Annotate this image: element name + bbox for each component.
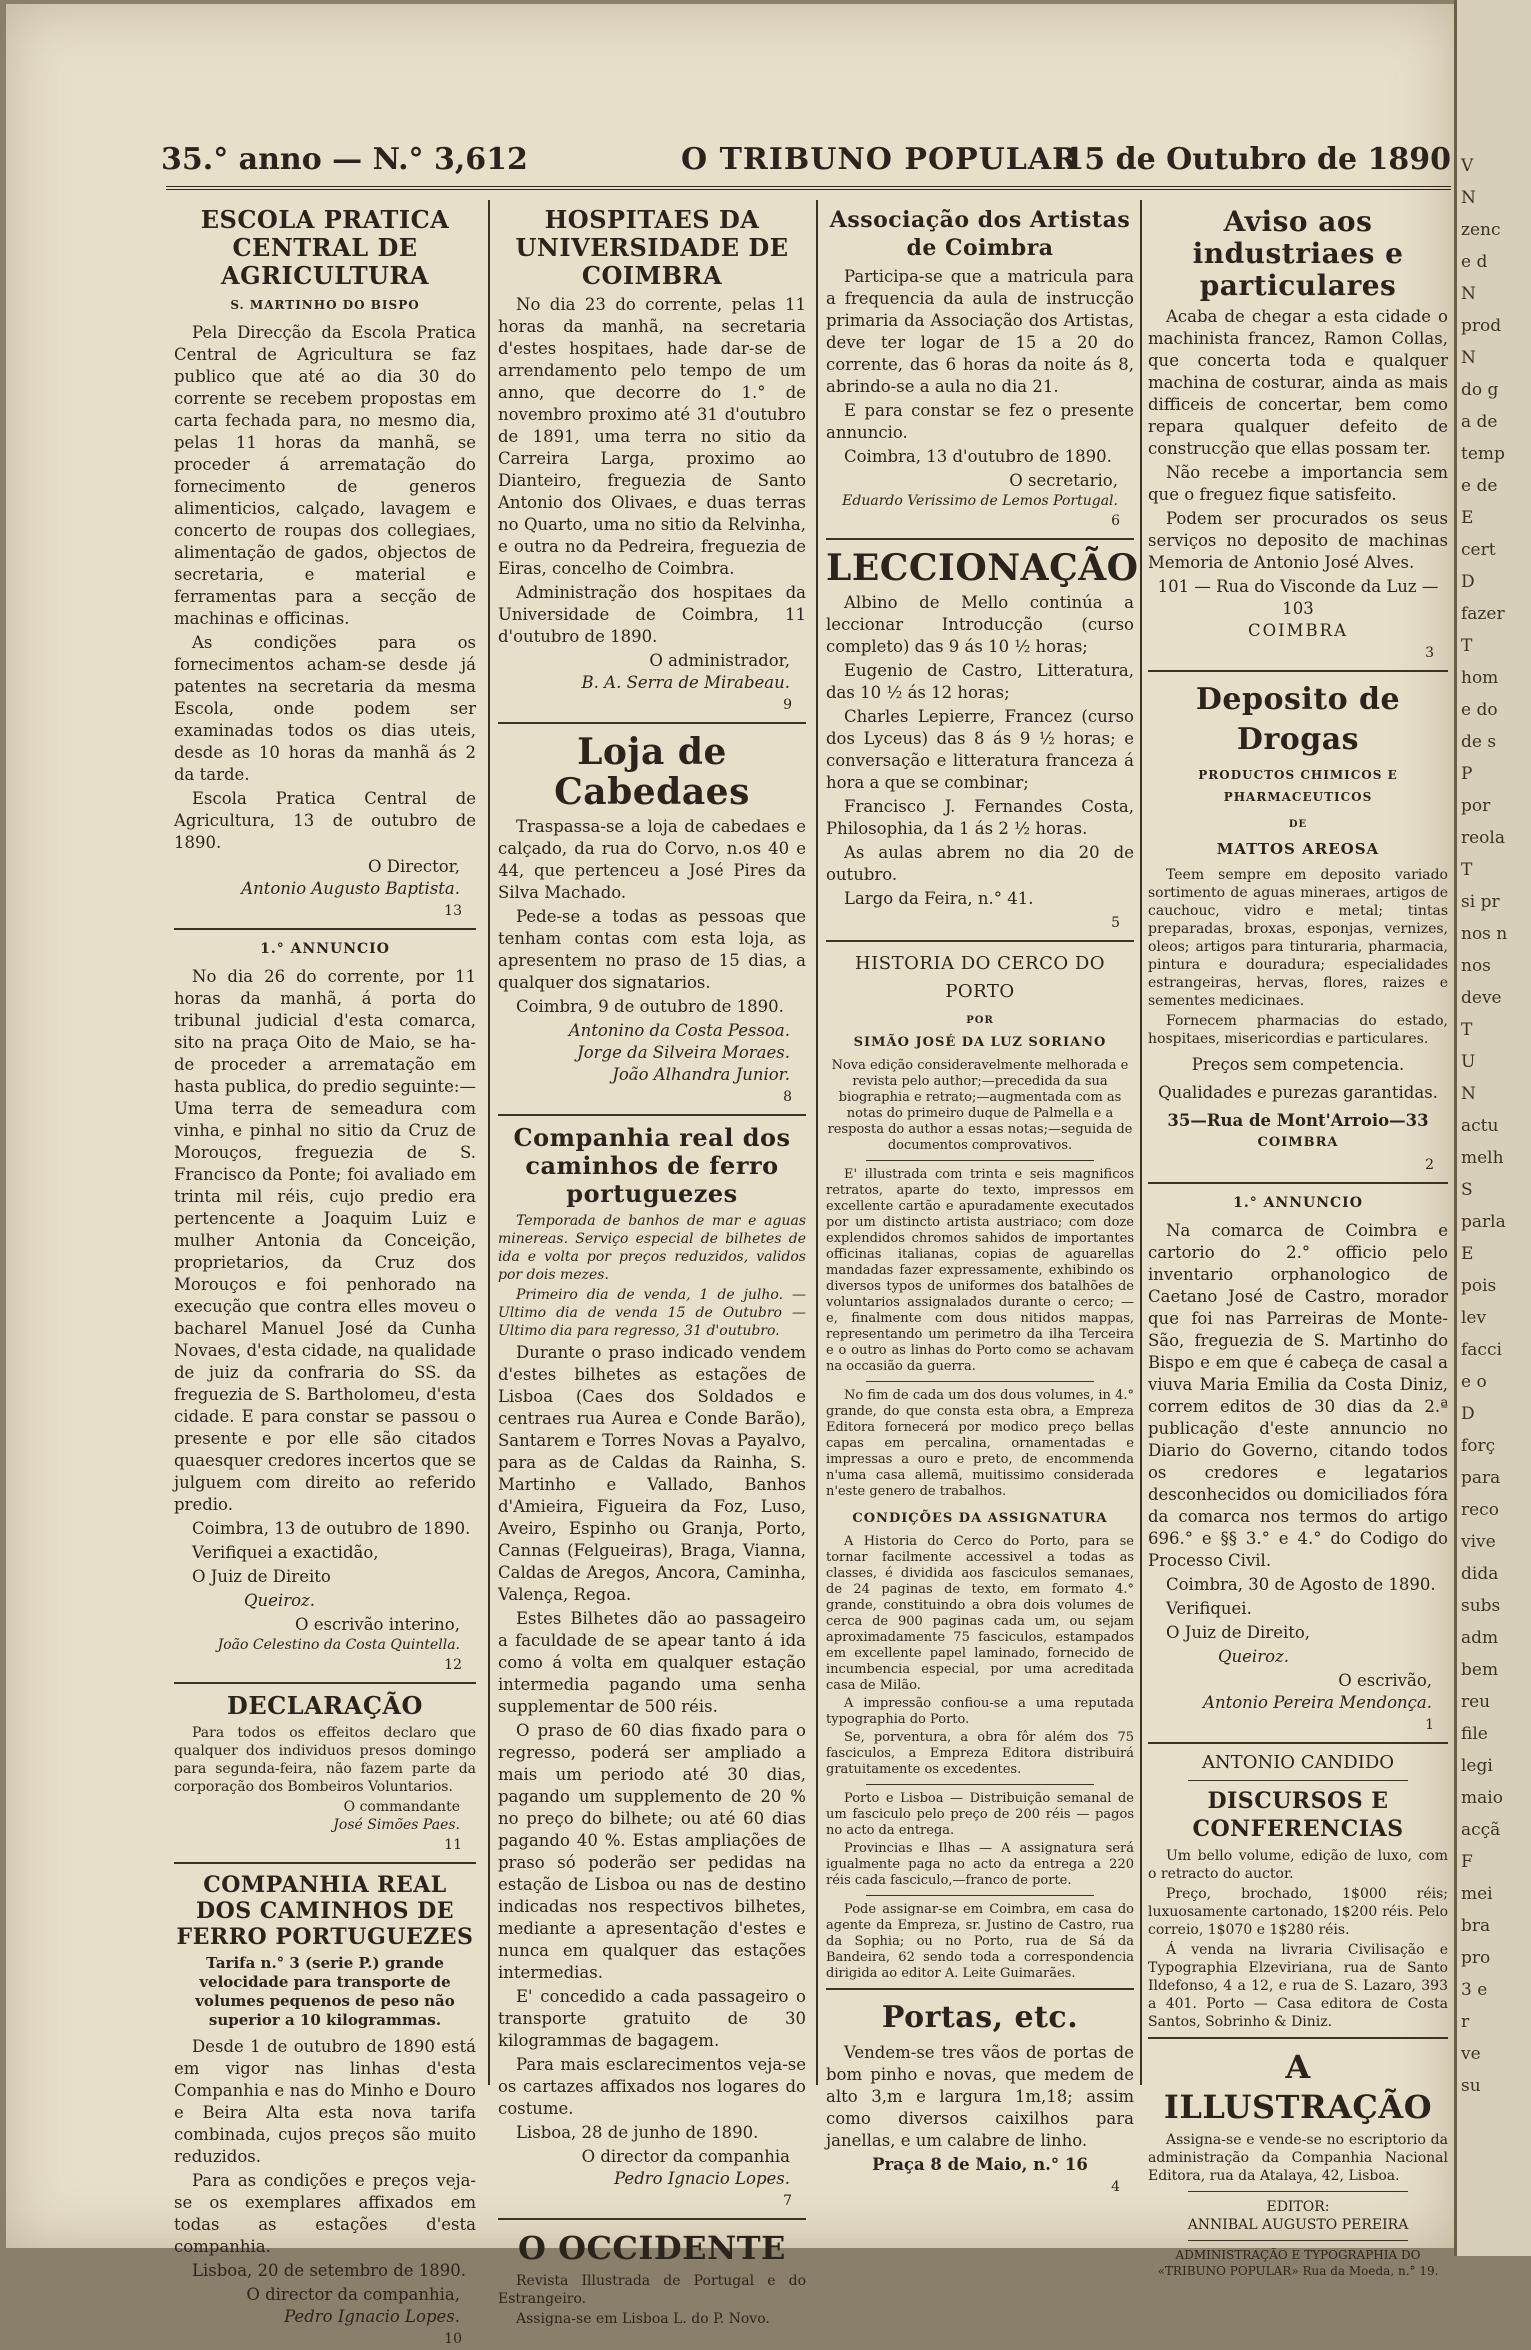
section-separator <box>174 928 476 930</box>
article-paragraph: Pede-se a todas as pessoas que tenham contas com esta loja, as apresentem no praso de 15 dias, a qualquer dos signatarios. <box>498 907 806 992</box>
signature-role: O escrivão, <box>1338 1671 1432 1690</box>
section-separator <box>1148 2037 1448 2039</box>
ad-number: 6 <box>1111 513 1120 529</box>
ad-number: 12 <box>444 1657 462 1673</box>
signature: Antonino da Costa Pessoa. <box>568 1021 790 1040</box>
article-paragraph: O Juiz de Direito <box>192 1567 331 1586</box>
ad-number: 11 <box>444 1837 462 1853</box>
section-separator <box>826 1988 1134 1990</box>
article-heading: 1.° ANNUNCIO <box>1233 1195 1363 1211</box>
section-separator <box>1148 670 1448 672</box>
article-heading: 1.° ANNUNCIO <box>260 941 390 957</box>
article-heading: HISTORIA DO CERCO DO PORTO <box>854 953 1106 1002</box>
article-paragraph: As aulas abrem no dia 20 de outubro. <box>826 843 1134 884</box>
ad-number: 10 <box>444 2331 462 2347</box>
newspaper-page <box>6 4 1454 2347</box>
column-divider <box>1140 200 1142 2085</box>
article-address: 35—Rua de Mont'Arroio—33 <box>1167 1111 1429 1130</box>
article-paragraph: Desde 1 de outubro de 1890 está em vigor nas linhas d'esta Companhia e nas do Minho e Douro e Beira Alta esta nova tarifa combinada, cujos preços são muito reduzidos. <box>174 2037 476 2166</box>
signature: Antonio Augusto Baptista. <box>241 879 460 898</box>
article-heading: Loja de Cabedaes <box>554 731 750 813</box>
signature: João Alhandra Junior. <box>612 1065 790 1084</box>
article-heading: O OCCIDENTE <box>518 2229 786 2267</box>
article-paragraph: O praso de 60 dias fixado para o regresso, poderá ser ampliado a mais um periodo até 30 dias, pagando um supplemento de 20 % no preço do bilhete; ou até 60 dias pagando 40 %. Estas ampliações de praso só poderão ser pedidas na estação de Lisboa ou nas de destino indicadas nos respectivos bilhetes, mediante a apresentação d'estes e nunca em qualquer das estações intermedias. <box>498 1721 806 1982</box>
editor-label: EDITOR: <box>1266 2199 1330 2215</box>
section-separator <box>866 1895 1094 1896</box>
article-paragraph: Assigna-se em Lisboa L. do P. Novo. <box>516 2311 770 2327</box>
article-paragraph: Para todos os effeitos declaro que qualquer dos individuos presos domingo para segunda-feira, não fazem parte da corporação dos Bombeiros Voluntarios. <box>174 1725 476 1795</box>
section-separator <box>866 1381 1094 1382</box>
article-paragraph: Fornecem pharmacias do estado, hospitaes, misericordias e particulares. <box>1148 1013 1448 1047</box>
column-4 <box>1148 200 1448 2278</box>
section-separator <box>1148 1182 1448 1184</box>
article-paragraph: A impressão confiou-se a uma reputada typographia do Porto. <box>826 1696 1134 1727</box>
article-paragraph: Assigna-se e vende-se no escriptorio da administração da Companhia Nacional Editora, rua da Atalaya, 42, Lisboa. <box>1148 2132 1448 2184</box>
ad-number: 5 <box>1111 915 1120 931</box>
article-heading: Aviso aos industriaes e particulares <box>1192 205 1404 302</box>
article-paragraph: Á venda na livraria Civilisação e Typographia Elzeviriana, rua de Santo Ildefonso, 4 a 12, e rua de S. Lazaro, 393 a 401. Porto — Casa editora de Costa Santos, Sobrinho & Diniz. <box>1148 1942 1448 2030</box>
article-city: COIMBRA <box>1257 1135 1339 1150</box>
column-divider <box>488 200 490 2085</box>
editor-name: ANNIBAL AUGUSTO PEREIRA <box>1187 2217 1409 2233</box>
ad-number: 7 <box>783 2193 792 2209</box>
ad-number: 2 <box>1425 1157 1434 1173</box>
publisher-address: ADMINISTRAÇÃO E TYPOGRAPHIA DO «TRIBUNO POPULAR» Rua da Moeda, n.° 19. <box>1157 2248 1439 2278</box>
article-paragraph: E para constar se fez o presente annuncio. <box>826 401 1134 442</box>
masthead-rule <box>166 186 1451 190</box>
article-paragraph: Podem ser procurados os seus serviços no deposito de machinas Memoria de Antonio José Alves. <box>1148 509 1448 572</box>
article-subheading: Tarifa n.° 3 (serie P.) grande velocidade para transporte de volumes pequenos de peso não superior a 10 kilogrammas. <box>195 1954 455 2029</box>
section-separator <box>498 1114 806 1116</box>
article-city: COIMBRA <box>1247 621 1349 640</box>
issue-number: 35.° anno — N.° 3,612 <box>161 142 528 177</box>
article-heading: ESCOLA PRATICA CENTRAL DE AGRICULTURA <box>200 205 450 290</box>
adjacent-page-text: V N zenc e d N prod N do g a de temp e de E cert D fazer T hom e do de s P por reola T si pr nos n nos deve T U N actu melh S parla E pois lev facci e o D forç para reco vive dida subs adm bem reu file legi maio acçã F mei bra pro 3 e r ve su <box>1461 156 1508 2096</box>
section-separator <box>174 1862 476 1864</box>
article-heading: COMPANHIA REAL DOS CAMINHOS DE FERRO PORTUGUEZES <box>176 1872 474 1950</box>
column-1 <box>174 200 476 2347</box>
article-paragraph: Administração dos hospitaes da Universidade de Coimbra, 11 d'outubro de 1890. <box>498 583 806 646</box>
signature: Jorge da Silveira Moraes. <box>577 1043 790 1062</box>
article-address: 101 — Rua do Visconde da Luz — 103 <box>1157 577 1439 618</box>
article-paragraph: Francisco J. Fernandes Costa, Philosophia, da 1 ás 2 ½ horas. <box>826 797 1134 838</box>
signature-role: O administrador, <box>649 651 790 670</box>
article-paragraph: Queiroz. <box>1218 1647 1289 1666</box>
section-separator <box>826 538 1134 540</box>
article-description: Nova edição consideravelmente melhorada e revista pelo author;—precedida da sua biographia e retrato;—augmentada com as notas do primeiro duque de Palmella e a resposta do author a essas notas;—seguida de documentos comprovativos. <box>827 1058 1133 1153</box>
article-heading: DISCURSOS E CONFERENCIAS <box>1192 1788 1404 1842</box>
article-paragraph: Largo da Feira, n.° 41. <box>844 889 1034 908</box>
ad-number: 4 <box>1111 2179 1120 2195</box>
article-paragraph: Participa-se que a matricula para a frequencia da aula de instrucção primaria da Associação dos Artistas, deve ter logar de 15 a 20 do corrente, das 6 horas da noite ás 8, abrindo-se a aula no dia 21. <box>826 267 1134 396</box>
article-byline: POR <box>966 1015 994 1026</box>
article-paragraph: Coimbra, 30 de Agosto de 1890. <box>1166 1575 1436 1594</box>
article-paragraph: Lisboa, 20 de setembro de 1890. <box>192 2261 467 2280</box>
article-paragraph: Na comarca de Coimbra e cartorio do 2.° officio pelo inventario orphanologico de Caetano José de Castro, morador que foi nas Parreiras de Monte-São, freguezia de S. Martinho do Bispo e em que é cabeça de casal a viuva Maria Emilia da Costa Diniz, correm editos de 30 dias da 2.ª publicação d'este annuncio no Diario do Governo, citando todos os credores e legatarios desconhecidos ou domiciliados fóra da comarca nos termos do artigo 696.° e §§ 3.° e 4.° do Codigo do Processo Civil. <box>1148 1221 1448 1570</box>
signature-role: O director da companhia, <box>246 2285 460 2304</box>
signature: Eduardo Verissimo de Lemos Portugal. <box>842 493 1118 509</box>
masthead <box>161 136 1451 180</box>
article-paragraph: Para as condições e preços veja-se os exemplares affixados em todas as estações d'esta companhia. <box>174 2171 476 2256</box>
article-heading: HOSPITAES DA UNIVERSIDADE DE COIMBRA <box>515 205 789 290</box>
signature-role: O secretario, <box>1009 471 1118 490</box>
article-paragraph: Acaba de chegar a esta cidade o machinista francez, Ramon Collas, que concerta toda e qualquer machina de costurar, ainda as mais difficeis de concertar, bem como repara qualquer defeito de construcção que ellas possam ter. <box>1148 307 1448 458</box>
article-paragraph: Para mais esclarecimentos veja-se os cartazes affixados nos logares do costume. <box>498 2055 806 2118</box>
article-paragraph: Traspassa-se a loja de cabedaes e calçado, da rua do Corvo, n.os 40 e 44, que pertenceu a José Pires da Silva Machado. <box>498 817 806 902</box>
section-separator <box>498 2218 806 2220</box>
article-paragraph: No dia 23 do corrente, pelas 11 horas da manhã, na secretaria d'estes hospitaes, hade dar-se de arrendamento pelo tempo de um anno, que decorre do 1.° de novembro proximo até 31 d'outubro de 1891, uma terra no sitio da Carreira Larga, proximo ao Dianteiro, freguezia de Santo Antonio dos Olivaes, e duas terras no Quarto, uma no sitio da Relvinha, e outra no da Pedreira, freguezia de Eiras, concelho de Coimbra. <box>498 295 806 578</box>
article-heading: Companhia real dos caminhos de ferro portuguezes <box>513 1123 791 1208</box>
section-separator <box>1148 1742 1448 1744</box>
article-address: Praça 8 de Maio, n.° 16 <box>872 2155 1088 2174</box>
article-paragraph: Revista Illustrada de Portugal e do Estrangeiro. <box>498 2273 806 2307</box>
article-subheading: PRODUCTOS CHIMICOS E PHARMACEUTICOS <box>1198 768 1398 804</box>
article-paragraph: Verifiquei a exactidão, <box>192 1543 379 1562</box>
article-byline: DE <box>1288 819 1308 830</box>
article-paragraph: Qualidades e purezas garantidas. <box>1158 1083 1438 1102</box>
section-separator <box>1188 2240 1408 2241</box>
article-paragraph: Verifiquei. <box>1166 1599 1252 1618</box>
article-paragraph: Durante o praso indicado vendem d'estes bilhetes as estações de Lisboa (Caes dos Soldados e centraes rua Aurea e Conde Barão), Santarem e Torres Novas a Payalvo, para as de Caldas da Rainha, S. Martinho e Vallado, Banhos d'Amieira, Figueira da Foz, Luso, Aveiro, Espinho ou Granja, Porto, Cannas (Felgueiras), Braga, Vianna, Caldas de Aregos, Ancora, Caminha, Valença, Regoa. <box>498 1343 806 1604</box>
article-paragraph: A Historia do Cerco do Porto, para se tornar facilmente accessivel a todas as classes, é dividida aos fasciculos semanaes, de 24 paginas de texto, em formato 4.° grande, constituindo a obra dois volumes de cerca de 900 paginas cada um, ou sejam aproximadamente 75 fasciculos, estampados em excellente papel laminado, fornecido de incumbencia especial, por uma acreditada casa de Milão. <box>826 1534 1134 1693</box>
article-paragraph: Primeiro dia de venda, 1 de julho. — Ultimo dia de venda 15 de Outubro —Ultimo dia para regresso, 31 d'outubro. <box>498 1287 806 1339</box>
article-paragraph: Escola Pratica Central de Agricultura, 13 de outubro de 1890. <box>174 789 476 852</box>
article-paragraph: Um bello volume, edição de luxo, com o retracto do auctor. <box>1148 1848 1448 1882</box>
article-paragraph: Eugenio de Castro, Litteratura, das 10 ½ ás 12 horas; <box>826 661 1134 702</box>
section-separator <box>1188 1780 1408 1781</box>
article-heading: Associação dos Artistas de Coimbra <box>829 207 1131 261</box>
article-heading: DECLARAÇÃO <box>227 1691 423 1720</box>
article-paragraph: Estes Bilhetes dão ao passageiro a faculdade de se apear tanto á ida como á volta em qualquer estação intermedia pagando uma senha supplementar de 500 réis. <box>498 1609 806 1716</box>
signature: B. A. Serra de Mirabeau. <box>581 673 790 692</box>
article-author: MATTOS AREOSA <box>1216 840 1380 858</box>
article-paragraph: E' illustrada com trinta e seis magnificos retratos, aparte do texto, impressos em excellente cartão e apuradamente executados por um distincto artista austriaco; com doze explendidos chromos sahidos de importantes officinas italianas, copias de aguarellas mandadas fazer expressamente, exhibindo os diversos typos de uniformes dos batalhões de voluntarios assignalados durante o cerco; — e, finalmente com dous nitidos mappas, representando um perimetro da ilha Terceira e o outro as linhas do Porto como se achavam na occasião da guerra. <box>826 1167 1134 1374</box>
ad-number: 3 <box>1425 645 1434 661</box>
section-separator <box>866 1784 1094 1785</box>
article-subheading: CONDIÇÕES DA ASSIGNATURA <box>852 1511 1108 1526</box>
article-heading: A ILLUSTRAÇÃO <box>1163 2048 1433 2126</box>
article-paragraph: Coimbra, 13 d'outubro de 1890. <box>844 447 1112 466</box>
signature-role: O director da companhia <box>581 2147 790 2166</box>
article-paragraph: Porto e Lisboa — Distribuição semanal de um fasciculo pelo preço de 200 réis — pagos no acto da entrega. <box>826 1791 1134 1838</box>
section-separator <box>826 940 1134 942</box>
signature-role: O commandante <box>343 1799 460 1815</box>
column-divider <box>816 200 818 2085</box>
signature-role: O escrivão interino, <box>294 1615 460 1634</box>
adjacent-page-edge <box>1454 0 1531 2256</box>
article-heading: Deposito de Drogas <box>1195 682 1401 757</box>
article-paragraph: E' concedido a cada passageiro o transporte gratuito de 30 kilogrammas de bagagem. <box>498 1987 806 2050</box>
article-paragraph: No fim de cada um dos dous volumes, in 4.° grande, do que consta esta obra, a Empreza Editora fornecerá por modico preço bellas capas em percalina, ornamentadas e impressas a ouro e preto, de encommenda n'uma casa allemã, muitissimo considerada n'este genero de trabalhos. <box>826 1388 1134 1499</box>
article-paragraph: As condições para os fornecimentos acham-se desde já patentes na secretaria da mesma Escola, onde podem ser examinadas todos os dias uteis, desde as 10 horas da manhã ás 2 da tarde. <box>174 633 476 784</box>
article-subheading: S. MARTINHO DO BISPO <box>230 298 420 312</box>
article-paragraph: Albino de Mello continúa a leccionar Introducção (curso completo) das 9 ás 10 ½ horas; <box>826 593 1134 656</box>
issue-date: 15 de Outubro de 1890 <box>1063 142 1451 177</box>
newspaper-title: O TRIBUNO POPULAR <box>681 142 1079 177</box>
article-paragraph: Preço, brochado, 1$000 réis; luxuosamente cartonado, 1$200 réis. Pelo correio, 1$070 e 1$280 réis. <box>1148 1886 1448 1938</box>
section-separator <box>174 1682 476 1684</box>
article-author: SIMÃO JOSÉ DA LUZ SORIANO <box>853 1035 1107 1050</box>
article-heading: Portas, etc. <box>881 2000 1079 2035</box>
article-paragraph: Se, porventura, a obra fôr além dos 75 fasciculos, a Empreza Editora distribuirá gratuitamente os excedentes. <box>826 1730 1134 1777</box>
article-subheading: Temporada de banhos de mar e aguas minereas. Serviço especial de bilhetes de ida e volta por preços reduzidos, validos por dois mezes. <box>498 1213 806 1283</box>
article-paragraph: Provincias e Ilhas — A assignatura será igualmente paga no acto da entrega a 220 réis cada fasciculo,—franco de porte. <box>826 1841 1134 1888</box>
signature-role: O Director, <box>367 857 460 876</box>
article-author: ANTONIO CANDIDO <box>1201 1752 1395 1773</box>
article-paragraph: Coimbra, 13 de outubro de 1890. <box>192 1519 471 1538</box>
article-heading: LECCIONAÇÃO <box>826 547 1139 589</box>
article-paragraph: Teem sempre em deposito variado sortimento de aguas mineraes, artigos de cauchouc, vidro e metal; tintas preparadas, broxas, esponjas, vernizes, oleos; artigos para tinturaria, pharmacia, pintura e douradura; especialidades estrangeiras, hervas, flores, raizes e sementes medicinaes. <box>1148 867 1448 1009</box>
article-paragraph: Coimbra, 9 de outubro de 1890. <box>516 997 784 1016</box>
article-paragraph: Vendem-se tres vãos de portas de bom pinho e novas, que medem de alto 3,m e largura 1m,18; assim como diversos caixilhos para janellas, e um calabre de linho. <box>826 2043 1134 2150</box>
article-paragraph: Pela Direcção da Escola Pratica Central de Agricultura se faz publico que até ao dia 30 do corrente se recebem propostas em carta fechada para, no mesmo dia, pelas 11 horas da manhã, se proceder á arrematação do fornecimento de generos alimenticios, calçado, lavagem e concerto de roupas dos collegiaes, alimentação de gados, objectos de secretaria, e material e ferramentas para a secção de machinas e officinas. <box>174 323 476 628</box>
ad-number: 13 <box>444 903 462 919</box>
section-separator <box>498 722 806 724</box>
section-separator <box>866 1160 1094 1161</box>
column-2 <box>498 200 806 2327</box>
signature: Pedro Ignacio Lopes. <box>614 2169 790 2188</box>
ad-number: 1 <box>1425 1717 1434 1733</box>
article-paragraph: Não recebe a importancia sem que o freguez fique satisfeito. <box>1148 463 1448 504</box>
ad-number: 9 <box>783 697 792 713</box>
article-paragraph: Charles Lepierre, Francez (curso dos Lyceus) das 8 ás 9 ½ horas; e conversação e litteratura franceza á hora a que se combinar; <box>826 707 1134 792</box>
article-paragraph: Lisboa, 28 de junho de 1890. <box>516 2123 759 2142</box>
article-paragraph: O Juiz de Direito, <box>1166 1623 1311 1642</box>
signature: Pedro Ignacio Lopes. <box>284 2307 460 2326</box>
signature: José Simões Paes. <box>333 1817 460 1833</box>
column-3 <box>826 200 1139 2195</box>
signature: João Celestino da Costa Quintella. <box>217 1637 460 1653</box>
section-separator <box>1188 2191 1408 2192</box>
article-paragraph: Preços sem competencia. <box>1191 1055 1405 1074</box>
article-paragraph: Pode assignar-se em Coimbra, em casa do agente da Empreza, sr. Justino de Castro, rua da Sophia; ou no Porto, rua de Sá da Bandeira, 62 sendo toda a correspondencia dirigida ao editor A. Leite Guimarães. <box>826 1902 1134 1981</box>
signature: Antonio Pereira Mendonça. <box>1203 1693 1432 1712</box>
ad-number: 8 <box>783 1089 792 1105</box>
article-paragraph: No dia 26 do corrente, por 11 horas da manhã, á porta do tribunal judicial d'esta comarca, sito na praça Oito de Maio, se ha-de proceder a arrematação em hasta publica, do predio seguinte:— Uma terra de semeadura com vinha, e pinhal no sitio da Cruz de Morouços, freguezia de S. Francisco da Ponte; foi avaliado em trinta mil réis, cujo predio era pertencente a Joaquim Luiz e mulher Antonia da Conceição, proprietarios, da Cruz dos Morouços e foi penhorado na execução que contra elles moveu o bacharel Manuel José da Cunha Novaes, d'esta cidade, na qualidade de juiz da confraria do SS. da freguezia de S. Bartholomeu, d'esta cidade. E para constar se passou o presente e por elle são citados quaesquer credores incertos que se julguem com direito ao referido predio. <box>174 967 476 1514</box>
article-paragraph: Queiroz. <box>244 1591 315 1610</box>
